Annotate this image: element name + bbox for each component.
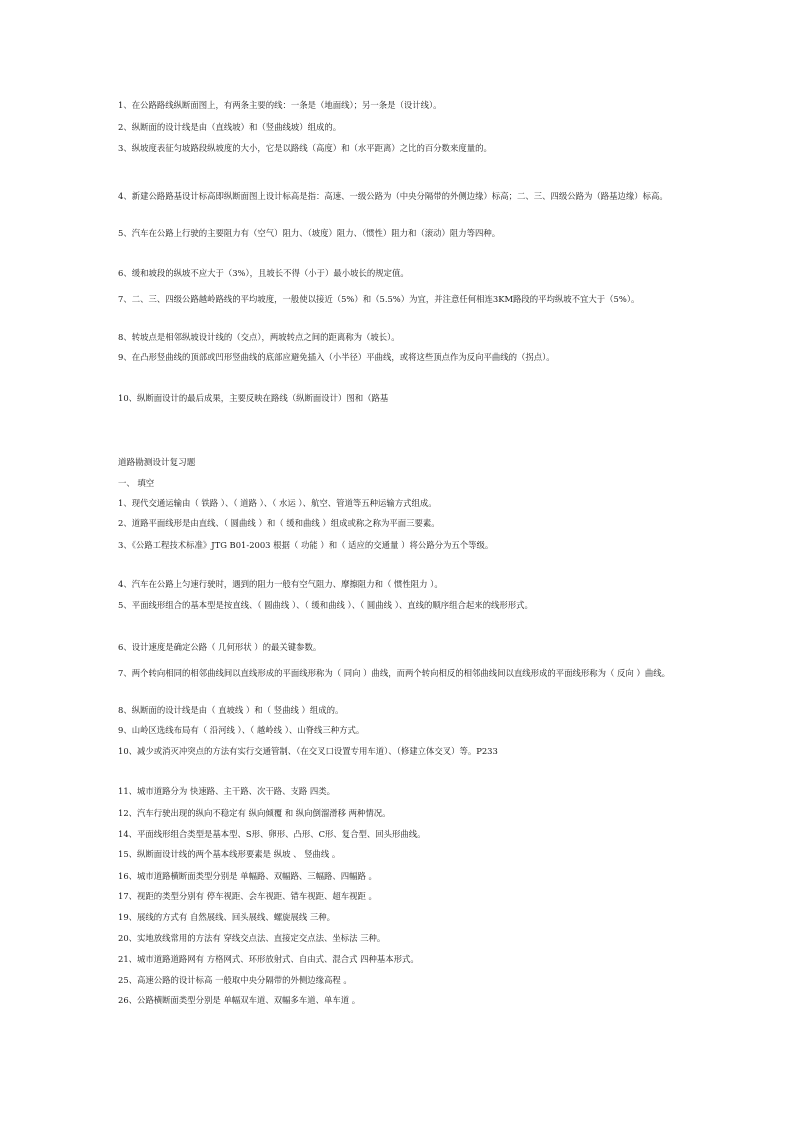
part2-question-8: 8、纵断面的设计线是由（ 直坡线 ）和（ 竖曲线 ）组成的。 bbox=[118, 705, 344, 715]
part1-question-2: 2、纵断面的设计线是由（直线坡）和（竖曲线坡）组成的。 bbox=[118, 122, 342, 132]
part2-question-4: 4、汽车在公路上匀速行驶时，遇到的阻力一般有空气阻力、摩擦阻力和（ 惯性阻力 ）。 bbox=[118, 579, 443, 589]
part2-question-3: 3、《公路工程技术标准》JTG B01-2003 根据（ 功能 ）和（ 适应的交通量 ）将公路分为五个等级。 bbox=[118, 540, 494, 550]
part2-question-11: 11、城市道路分为 快速路、主干路、次干路、支路 四类。 bbox=[118, 786, 335, 796]
part1-question-5: 5、汽车在公路上行驶的主要阻力有（空气）阻力、（坡度）阻力、（惯性）阻力和（滚动）阻力等四种。 bbox=[118, 228, 501, 238]
part2-question-9: 9、山岭区选线布局有（ 沿河线 ）、（ 越岭线 ）、山脊线三种方式。 bbox=[118, 725, 365, 735]
part2-question-7: 7、两个转向相同的相邻曲线间以直线形成的平面线形称为（ 同向 ）曲线，而两个转向相反的相邻曲线间以直线形成的平面线形称为（ 反向 ）曲线。 bbox=[118, 668, 670, 678]
part2-question-14: 14、平面线形组合类型是基本型、S形、卵形、凸形、C形、复合型、回头形曲线。 bbox=[118, 829, 426, 839]
part2-title: 道路勘测设计复习题 bbox=[118, 458, 196, 468]
part2-question-12: 12、汽车行驶出现的纵向不稳定有 纵向倾覆 和 纵向倒溜滑移 两种情况。 bbox=[118, 808, 391, 818]
part2-question-20: 20、实地放线常用的方法有 穿线交点法、直接定交点法、坐标法 三种。 bbox=[118, 933, 386, 943]
part2-question-21: 21、城市道路道路网有 方格网式、环形放射式、自由式、混合式 四种基本形式。 bbox=[118, 954, 419, 964]
part1-question-10: 10、纵断面设计的最后成果，主要反映在路线（纵断面设计）图和（路基 bbox=[118, 393, 389, 403]
part2-question-1: 1、现代交通运输由（ 铁路 ）、（ 道路 ）、（ 水运 ）、航空、管道等五种运输方式组成。 bbox=[118, 498, 437, 508]
part2-question-19: 19、展线的方式有 自然展线、回头展线、螺旋展线 三种。 bbox=[118, 912, 335, 922]
part1-question-7: 7、二、三、四级公路越岭路线的平均坡度，一般使以接近（5%）和（5.5%）为宜，并注意任何相连3KM路段的平均纵坡不宜大于（5%）。 bbox=[118, 294, 640, 304]
part2-section-heading: 一、 填空 bbox=[118, 478, 155, 488]
part1-question-4: 4、新建公路路基设计标高即纵断面图上设计标高是指：高速、一级公路为（中央分隔带的外侧边缘）标高；二、三、四级公路为（路基边缘）标高。 bbox=[118, 191, 668, 201]
part2-question-5: 5、平面线形组合的基本型是按直线、（ 圆曲线 ）、（ 缓和曲线 ）、（ 圆曲线 ）、直线的顺序组合起来的线形形式。 bbox=[118, 600, 533, 610]
part2-question-10: 10、减少或消灭冲突点的方法有实行交通管制、（在交叉口设置专用车道）、（修建立体交叉）等。P233 bbox=[118, 746, 498, 756]
part1-question-6: 6、缓和坡段的纵坡不应大于（3%），且坡长不得（小于）最小坡长的规定值。 bbox=[118, 268, 409, 278]
part2-question-17: 17、视距的类型分别有 停车视距、会车视距、错车视距、超车视距 。 bbox=[118, 891, 377, 901]
part1-question-3: 3、纵坡度表征匀坡路段纵坡度的大小，它是以路线（高度）和（水平距离）之比的百分数来度量的。 bbox=[118, 143, 492, 153]
part2-question-2: 2、道路平面线形是由直线、（ 圆曲线 ）和（ 缓和曲线 ）组成或称之称为平面三要素。 bbox=[118, 518, 440, 528]
part1-question-1: 1、在公路路线纵断面图上，有两条主要的线：一条是（地面线）；另一条是（设计线）。 bbox=[118, 100, 442, 110]
part2-question-15: 15、纵断面设计线的两个基本线形要素是 纵坡 、 竖曲线 。 bbox=[118, 849, 341, 859]
part2-question-6: 6、设计速度是确定公路（ 几何形状 ）的最关键参数。 bbox=[118, 642, 322, 652]
part2-question-26: 26、公路横断面类型分别是 单幅双车道、双幅多车道、单车道 。 bbox=[118, 995, 361, 1005]
part2-question-25: 25、高速公路的设计标高 一般取中央分隔带的外侧边缘高程 。 bbox=[118, 975, 352, 985]
part1-question-9: 9、在凸形竖曲线的顶部或凹形竖曲线的底部应避免插入（小半径）平曲线，或将这些顶点作为反向平曲线的（拐点）。 bbox=[118, 352, 555, 362]
part2-question-16: 16、城市道路横断面类型分别是 单幅路、双幅路、三幅路、四幅路 。 bbox=[118, 871, 377, 881]
part1-question-8: 8、转坡点是相邻纵坡设计线的（交点），两坡转点之间的距离称为（坡长）。 bbox=[118, 332, 400, 342]
